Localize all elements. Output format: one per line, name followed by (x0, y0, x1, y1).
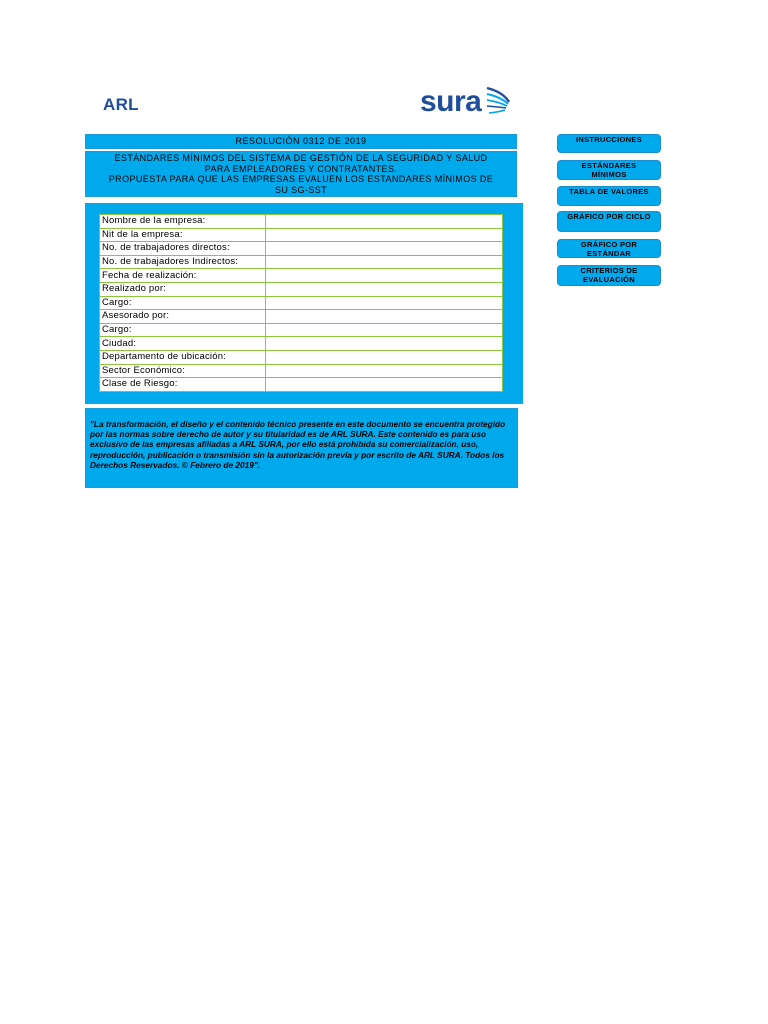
subtitle-line: SU SG-SST (274, 184, 328, 195)
risk-class-field[interactable] (266, 378, 503, 392)
field-label: Nit de la empresa: (100, 228, 266, 242)
tabla-valores-button[interactable] (557, 186, 661, 206)
performed-by-field[interactable] (266, 282, 503, 296)
button-label: CRITERIOS DE EVALUACIÓN (580, 266, 638, 284)
table-row (100, 337, 503, 351)
table-row (100, 296, 503, 310)
position-field[interactable] (266, 296, 503, 310)
resolution-title: RESOLUCIÓN 0312 DE 2019 (235, 136, 367, 146)
button-label: GRÁFICO POR CICLO (567, 212, 651, 221)
grafico-estandar-button[interactable] (557, 239, 661, 258)
table-row (100, 282, 503, 296)
table-row (100, 255, 503, 269)
table-row (100, 310, 503, 324)
field-label: Fecha de realización: (100, 269, 266, 283)
instrucciones-button[interactable] (557, 134, 661, 153)
table-row (100, 228, 503, 242)
subtitle-line: PROPUESTA PARA QUE LAS EMPRESAS EVALUEN LOS ESTANDARES MÍNIMOS DE (108, 174, 494, 184)
grafico-ciclo-button[interactable] (557, 211, 661, 232)
criterios-evaluacion-button[interactable] (557, 265, 661, 286)
city-field[interactable] (266, 337, 503, 351)
company-info-table (99, 214, 503, 392)
table-row (100, 323, 503, 337)
subtitle-line: PARA EMPLEADORES Y CONTRATANTES. (204, 163, 398, 174)
field-label: Sector Económico: (100, 364, 266, 378)
button-label: INSTRUCCIONES (576, 135, 642, 144)
advisor-position-field[interactable] (266, 323, 503, 337)
field-label: Ciudad: (100, 337, 266, 351)
field-label: Realizado por: (100, 282, 266, 296)
field-label: Asesorado por: (100, 310, 266, 324)
copyright-note: "La transformación, el diseño y el contenido técnico presente en este documento se encuentra protegido por las normas sobre derecho de autor y su titularidad es de ARL SURA. Este contenido es para uso exclusivo de las empresas afiliadas a ARL SURA, por ello está prohibida su comercialización, uso, reproducción, publicación o transmisión sin la autorización previa y por escrito de ARL SURA. Todos los Derechos Reservados. © Febrero de 2019". (90, 419, 506, 470)
direct-workers-field[interactable] (266, 242, 503, 256)
resolution-header (85, 134, 517, 149)
field-label: Nombre de la empresa: (100, 215, 266, 229)
table-row (100, 215, 503, 229)
field-label: No. de trabajadores directos: (100, 242, 266, 256)
date-field[interactable] (266, 269, 503, 283)
field-label: No. de trabajadores Indirectos: (100, 255, 266, 269)
field-label: Departamento de ubicación: (100, 350, 266, 364)
table-row (100, 364, 503, 378)
department-field[interactable] (266, 350, 503, 364)
field-label: Cargo: (100, 323, 266, 337)
sura-swoosh-icon (483, 86, 511, 118)
indirect-workers-field[interactable] (266, 255, 503, 269)
advised-by-field[interactable] (266, 310, 503, 324)
table-row (100, 269, 503, 283)
sura-wordmark: sura (420, 85, 482, 118)
estandares-minimos-button[interactable] (557, 160, 661, 180)
subtitle-line: ESTÁNDARES MÍNIMOS DEL SISTEMA DE GESTIÓN DE LA SEGURIDAD Y SALUD (114, 153, 488, 163)
standards-subheader (85, 151, 517, 197)
field-label: Cargo: (100, 296, 266, 310)
arl-logo: ARL (103, 95, 139, 114)
sura-logo (420, 86, 511, 118)
field-label: Clase de Riesgo: (100, 378, 266, 392)
table-row (100, 242, 503, 256)
button-label: GRÁFICO POR ESTÁNDAR (580, 240, 638, 258)
company-nit-field[interactable] (266, 228, 503, 242)
company-name-field[interactable] (266, 215, 503, 229)
button-label: ESTÁNDARES MÍNIMOS (581, 161, 637, 179)
economic-sector-field[interactable] (266, 364, 503, 378)
button-label: TABLA DE VALORES (569, 187, 649, 196)
table-row (100, 378, 503, 392)
table-row (100, 350, 503, 364)
